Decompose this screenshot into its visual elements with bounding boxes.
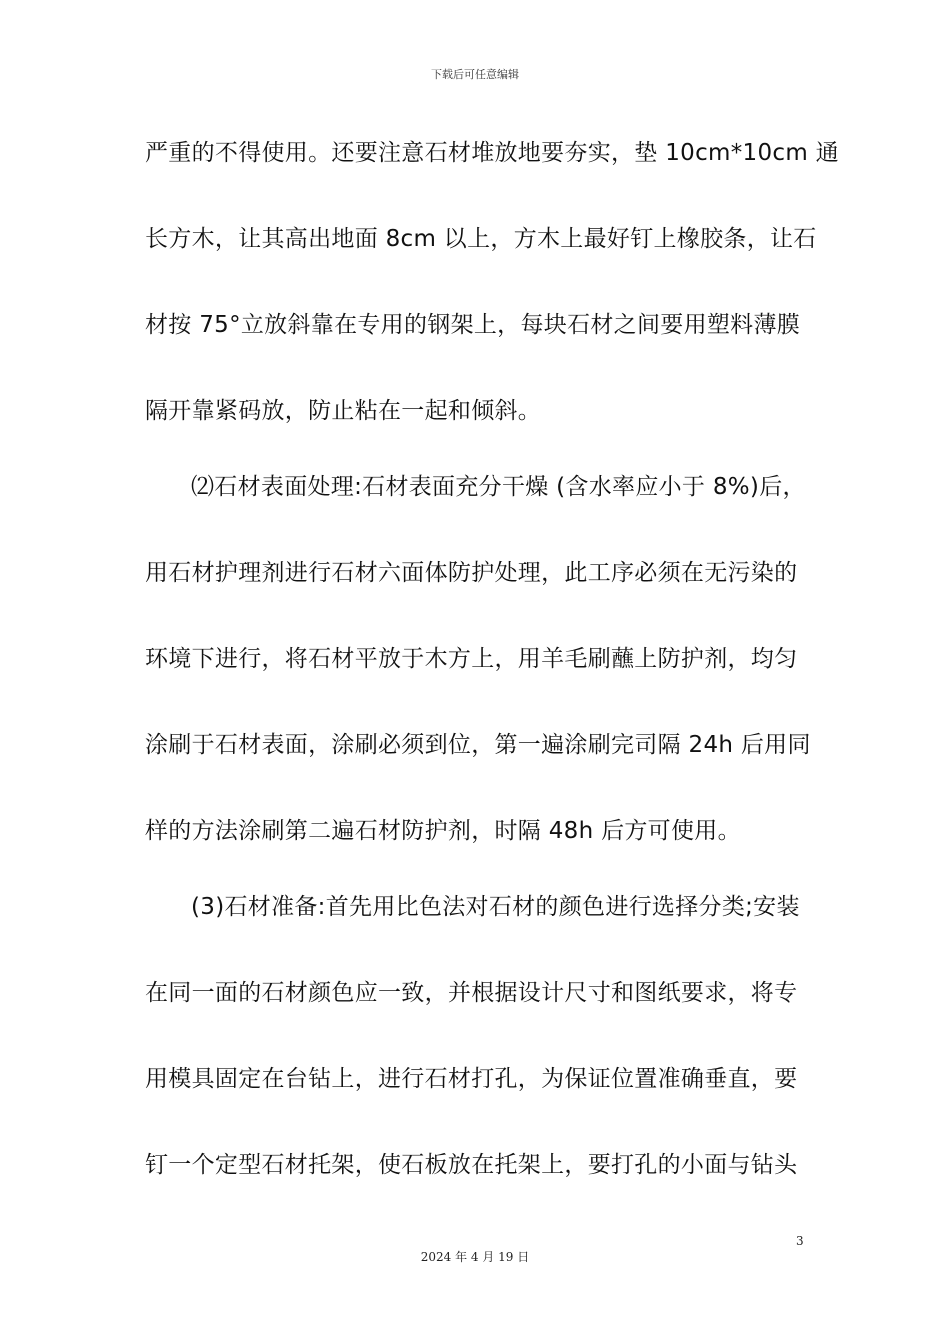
text-line: 材按 75°立放斜靠在专用的钢架上，每块石材之间要用塑料薄膜 bbox=[145, 312, 801, 338]
text-line: 严重的不得使用。还要注意石材堆放地要夯实，垫 10cm*10cm 通 bbox=[145, 140, 839, 166]
page-number: 3 bbox=[796, 1234, 804, 1248]
paragraph-start-line: ⑵石材表面处理:石材表面充分干燥 (含水率应小于 8%)后， bbox=[191, 474, 806, 500]
text-line: 长方木，让其高出地面 8cm 以上，方木上最好钉上橡胶条，让石 bbox=[145, 226, 817, 252]
text-line: 环境下进行，将石材平放于木方上，用羊毛刷蘸上防护剂，均匀 bbox=[145, 646, 798, 672]
text-line: 隔开靠紧码放，防止粘在一起和倾斜。 bbox=[145, 398, 542, 424]
text-line: 用模具固定在台钻上，进行石材打孔，为保证位置准确垂直，要 bbox=[145, 1066, 798, 1092]
text-line: 用石材护理剂进行石材六面体防护处理，此工序必须在无污染的 bbox=[145, 560, 798, 586]
text-line: 涂刷于石材表面，涂刷必须到位，第一遍涂刷完司隔 24h 后用同 bbox=[145, 732, 811, 758]
text-line: 在同一面的石材颜色应一致，并根据设计尺寸和图纸要求，将专 bbox=[145, 980, 798, 1006]
footer-date: 2024 年 4 月 19 日 bbox=[420, 1250, 530, 1264]
text-line: 样的方法涂刷第二遍石材防护剂，时隔 48h 后方可使用。 bbox=[145, 818, 741, 844]
paragraph-start-line: (3)石材准备:首先用比色法对石材的颜色进行选择分类;安装 bbox=[191, 894, 800, 920]
page-header: 下载后可任意编辑 bbox=[431, 68, 519, 81]
text-line: 钉一个定型石材托架，使石板放在托架上，要打孔的小面与钻头 bbox=[145, 1152, 798, 1178]
